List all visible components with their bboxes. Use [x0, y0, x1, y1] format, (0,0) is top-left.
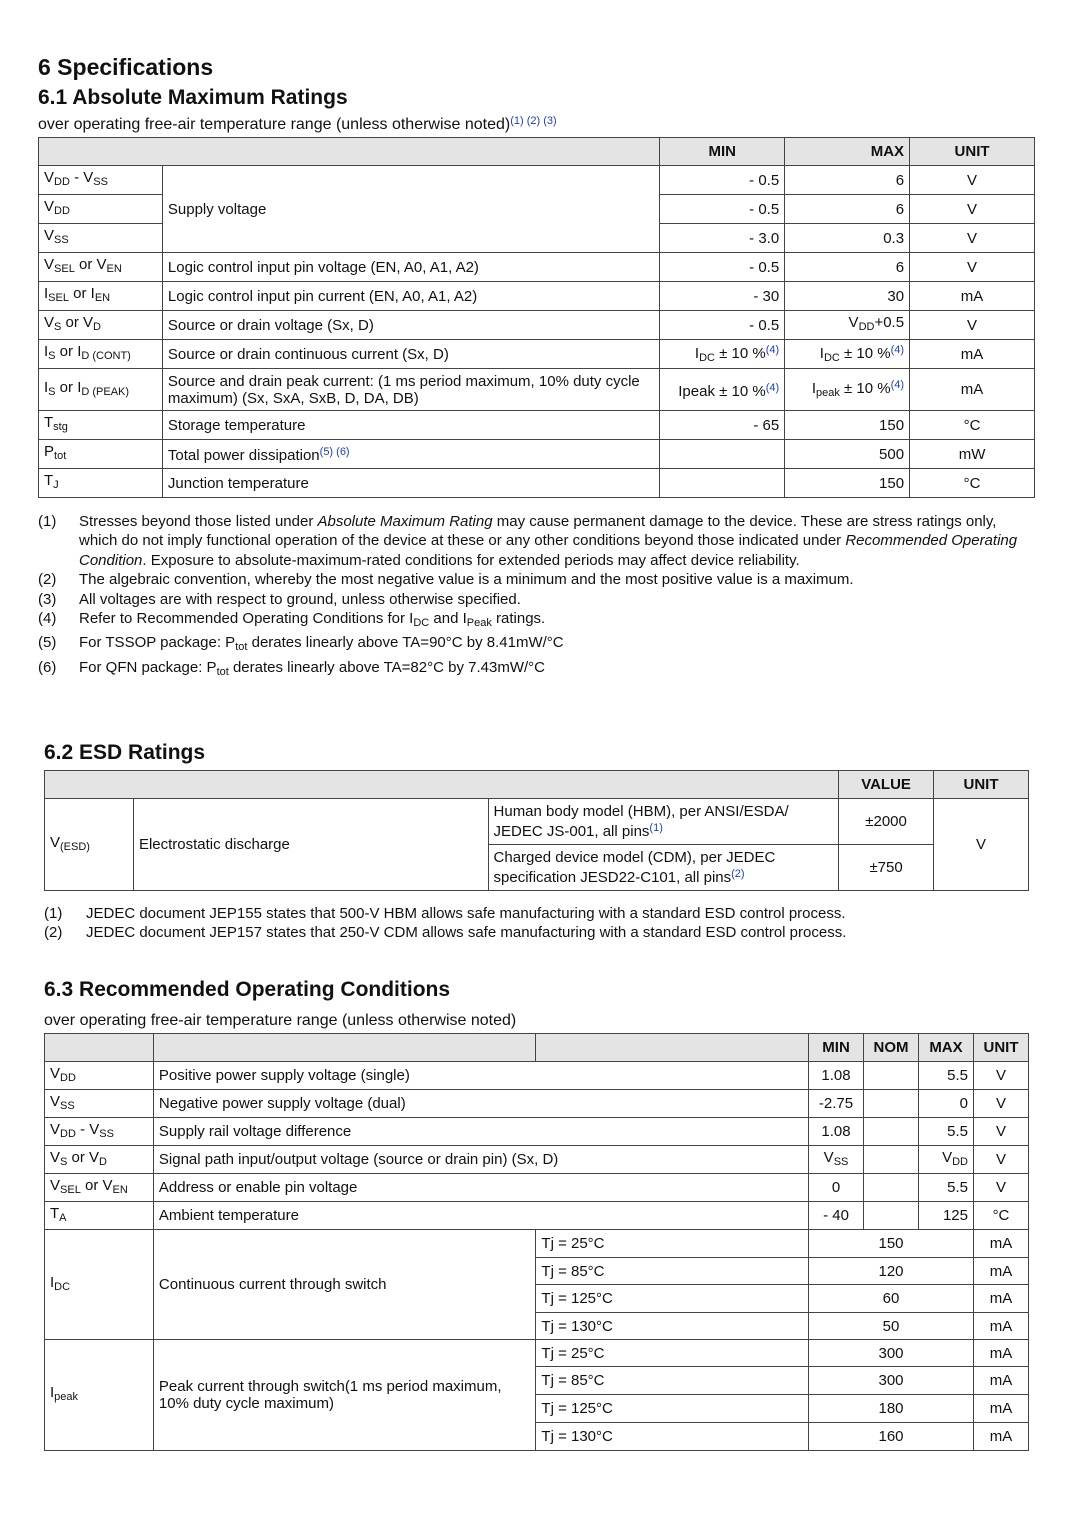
footnote: (5) For TSSOP package: $P_{tot}$ derates linearly above TA=90°C by 8.41mW/°C	[38, 633, 1028, 657]
unit: V	[910, 253, 1035, 282]
unit: V	[910, 224, 1035, 253]
parameter: Logic control input pin voltage (EN, A0, A1, A2)	[162, 253, 659, 282]
min-value: 0	[809, 1174, 864, 1202]
footnote-text: Refer to Recommended Operating Conditions for $I_{DC}$ and $I_{Peak}$ ratings.	[79, 610, 546, 630]
min-value: 1.08	[809, 1062, 864, 1090]
parameter: Total power dissipation$^{(5) (6)}$	[162, 440, 659, 469]
unit: mA	[910, 340, 1035, 369]
roc-header-nom: NOM	[864, 1034, 919, 1062]
unit: mA	[973, 1395, 1028, 1423]
esd-title: 6.2 ESD Ratings	[44, 741, 206, 764]
table-row	[39, 253, 1035, 282]
amr-condition-refs: (1) (2) (3)	[510, 115, 557, 127]
min-value: $V_{SS}$	[809, 1146, 864, 1174]
roc-header-min: MIN	[809, 1034, 864, 1062]
unit: V	[973, 1090, 1028, 1118]
footnote-text: All voltages are with respect to ground, unless otherwise specified.	[79, 590, 521, 608]
min-value: - 0.5	[660, 253, 785, 282]
max-value: $I_{peak} \pm 10$ %$^{(4)}$	[785, 369, 910, 411]
unit: V	[973, 1146, 1028, 1174]
table-row	[39, 311, 1035, 340]
symbol: $T_J$	[39, 469, 163, 498]
max-value: 5.5	[919, 1062, 974, 1090]
max-value: 125	[919, 1202, 974, 1230]
nom-value	[864, 1062, 919, 1090]
nom-value	[864, 1118, 919, 1146]
table-row	[45, 1090, 1029, 1118]
roc-header-blank	[153, 1034, 536, 1062]
amr-header-min: MIN	[660, 138, 785, 166]
roc-header-blank	[536, 1034, 809, 1062]
esd-table	[44, 770, 1029, 891]
roc-table	[44, 1033, 1029, 1451]
max-value: $V_{DD}$	[919, 1146, 974, 1174]
nom-value: 150	[809, 1230, 974, 1258]
min-value	[660, 469, 785, 498]
unit: V	[973, 1062, 1028, 1090]
table-row	[45, 1230, 1029, 1258]
condition: Charged device model (CDM), per JEDEC specification JESD22-C101, all pins$^{(2)}$	[488, 845, 839, 891]
symbol: $P_{tot}$	[39, 440, 163, 469]
unit: mW	[910, 440, 1035, 469]
min-value: - 30	[660, 282, 785, 311]
footnote-text: JEDEC document JEP155 states that 500-V HBM allows safe manufacturing with a standard ESD control process.	[86, 905, 846, 922]
symbol: $I_{SEL}$ or $I_{EN}$	[39, 282, 163, 311]
amr-header-blank	[39, 138, 660, 166]
table-row	[45, 799, 1029, 845]
max-value: 30	[785, 282, 910, 311]
unit: mA	[973, 1285, 1028, 1313]
amr-header-row	[39, 138, 1035, 166]
min-value: - 0.5	[660, 195, 785, 224]
parameter: Positive power supply voltage (single)	[153, 1062, 808, 1090]
condition: Tj = 130°C	[536, 1313, 809, 1340]
amr-condition: over operating free-air temperature range (unless otherwise noted)$^{(1) (2) (3)}$	[38, 115, 557, 133]
nom-value	[864, 1174, 919, 1202]
unit: mA	[973, 1367, 1028, 1395]
min-value: $I_{DC} \pm 10$ %$^{(4)}$	[660, 340, 785, 369]
amr-title: 6.1 Absolute Maximum Ratings	[38, 86, 348, 109]
footnote: (3) All voltages are with respect to ground, unless otherwise specified.	[38, 590, 521, 608]
unit: V	[910, 166, 1035, 195]
table-row	[45, 1118, 1029, 1146]
symbol: $I_{peak}$	[45, 1340, 154, 1451]
nom-value: 300	[809, 1367, 974, 1395]
min-value: - 40	[809, 1202, 864, 1230]
parameter: Peak current through switch(1 ms period maximum, 10% duty cycle maximum)	[153, 1340, 536, 1451]
nom-value	[864, 1090, 919, 1118]
parameter: Source and drain peak current: (1 ms period maximum, 10% duty cycle maximum) (Sx, SxA, SxB, D, DA, DB)	[162, 369, 659, 411]
parameter: Source or drain voltage (Sx, D)	[162, 311, 659, 340]
symbol: $V_{SS}$	[39, 224, 163, 253]
condition: Human body model (HBM), per ANSI/ESDA/ JEDEC JS-001, all pins$^{(1)}$	[488, 799, 839, 845]
unit: mA	[973, 1258, 1028, 1285]
unit: mA	[973, 1423, 1028, 1451]
symbol: $V_S$ or $V_D$	[39, 311, 163, 340]
table-row	[45, 1062, 1029, 1090]
parameter: Continuous current through switch	[153, 1230, 536, 1340]
unit: mA	[910, 369, 1035, 411]
value: ±2000	[839, 799, 934, 845]
footnote: (2) The algebraic convention, whereby the most negative value is a minimum and the most positive value is a maximum.	[38, 571, 854, 589]
condition: Tj = 85°C	[536, 1367, 809, 1395]
symbol: $V_{DD}$	[45, 1062, 154, 1090]
parameter: Source or drain continuous current (Sx, D)	[162, 340, 659, 369]
min-value: Ipeak ± 10 %$^{(4)}$	[660, 369, 785, 411]
min-value: -2.75	[809, 1090, 864, 1118]
value: ±750	[839, 845, 934, 891]
min-value: - 0.5	[660, 166, 785, 195]
unit: mA	[973, 1340, 1028, 1367]
max-value: 0.3	[785, 224, 910, 253]
footnote-text: For QFN package: $P_{tot}$ derates linearly above TA=82°C by 7.43mW/°C	[79, 658, 545, 678]
nom-value: 50	[809, 1313, 974, 1340]
parameter: Supply rail voltage difference	[153, 1118, 808, 1146]
parameter: Address or enable pin voltage	[153, 1174, 808, 1202]
symbol: $V_{(ESD)}$	[45, 799, 134, 891]
roc-title: 6.3 Recommended Operating Conditions	[44, 978, 451, 1001]
symbol: $I_S$ or $I_{D (CONT)}$	[39, 340, 163, 369]
nom-value: 180	[809, 1395, 974, 1423]
parameter: Ambient temperature	[153, 1202, 808, 1230]
unit: V	[910, 311, 1035, 340]
condition: Tj = 25°C	[536, 1230, 809, 1258]
roc-header-max: MAX	[919, 1034, 974, 1062]
footnote-text: The algebraic convention, whereby the most negative value is a minimum and the most positive value is a maximum.	[79, 571, 854, 589]
condition: Tj = 125°C	[536, 1395, 809, 1423]
parameter: Supply voltage	[162, 166, 659, 253]
footnote: (1) JEDEC document JEP155 states that 500-V HBM allows safe manufacturing with a standard ESD control process.	[44, 905, 846, 922]
symbol: $I_S$ or $I_{D (PEAK)}$	[39, 369, 163, 411]
unit: °C	[910, 469, 1035, 498]
nom-value: 300	[809, 1340, 974, 1367]
table-row	[39, 411, 1035, 440]
amr-header-unit: UNIT	[910, 138, 1035, 166]
parameter: Logic control input pin current (EN, A0, A1, A2)	[162, 282, 659, 311]
esd-header-row	[45, 771, 1029, 799]
parameter: Electrostatic discharge	[133, 799, 488, 891]
condition: Tj = 25°C	[536, 1340, 809, 1367]
min-value: - 0.5	[660, 311, 785, 340]
esd-header-unit: UNIT	[934, 771, 1029, 799]
section-heading: 6 Specifications	[38, 54, 214, 80]
amr-header-max: MAX	[785, 138, 910, 166]
nom-value	[864, 1202, 919, 1230]
symbol: $V_{DD} - V_{SS}$	[39, 166, 163, 195]
symbol: $V_{DD}$	[39, 195, 163, 224]
roc-header-blank	[45, 1034, 154, 1062]
unit: V	[973, 1118, 1028, 1146]
footnote-text: For TSSOP package: $P_{tot}$ derates linearly above TA=90°C by 8.41mW/°C	[79, 634, 564, 654]
unit: V	[934, 799, 1029, 891]
amr-notes	[38, 512, 1028, 682]
symbol: $T_{stg}$	[39, 411, 163, 440]
max-value: 6	[785, 253, 910, 282]
table-row	[45, 1146, 1029, 1174]
roc-header-row	[45, 1034, 1029, 1062]
esd-header-blank	[45, 771, 839, 799]
table-row	[39, 369, 1035, 411]
symbol: $V_{SS}$	[45, 1090, 154, 1118]
symbol: $V_{SEL}$ or $V_{EN}$	[45, 1174, 154, 1202]
footnote: (1) Stresses beyond those listed under Absolute Maximum Rating may cause permanent damage to the device. These are stress ratings only, which do not imply functional operation of the device at these or any other conditions beyond those indicated under Recommended Operating Condition. Exposure to absolute-maximum-rated conditions for extended periods may affect device reliability.	[38, 512, 1028, 570]
max-value: 0	[919, 1090, 974, 1118]
symbol: $T_A$	[45, 1202, 154, 1230]
unit: mA	[973, 1230, 1028, 1258]
footnote-text: Stresses beyond those listed under Absolute Maximum Rating may cause permanent damage to the device. These are stress ratings only, which do not imply functional operation of the device at these or any other conditions beyond those indicated under Recommended Operating Condition. Exposure to absolute-maximum-rated conditions for extended periods may affect device reliability.	[79, 513, 1018, 569]
amr-table	[38, 137, 1035, 498]
roc-header-unit: UNIT	[973, 1034, 1028, 1062]
nom-value: 60	[809, 1285, 974, 1313]
table-row	[39, 166, 1035, 195]
table-row	[39, 469, 1035, 498]
max-value: 500	[785, 440, 910, 469]
max-value: 5.5	[919, 1174, 974, 1202]
unit: V	[973, 1174, 1028, 1202]
footnote: (2) JEDEC document JEP157 states that 250-V CDM allows safe manufacturing with a standard ESD control process.	[44, 924, 847, 942]
symbol: $V_{DD} - V_{SS}$	[45, 1118, 154, 1146]
max-value: 5.5	[919, 1118, 974, 1146]
esd-notes	[44, 904, 1034, 943]
table-row	[45, 1174, 1029, 1202]
min-value: - 3.0	[660, 224, 785, 253]
symbol: $V_S$ or $V_D$	[45, 1146, 154, 1174]
unit: V	[910, 195, 1035, 224]
nom-value: 160	[809, 1423, 974, 1451]
parameter: Junction temperature	[162, 469, 659, 498]
roc-condition: over operating free-air temperature range (unless otherwise noted)	[44, 1012, 517, 1029]
table-row	[39, 282, 1035, 311]
table-row	[39, 440, 1035, 469]
max-value: 150	[785, 411, 910, 440]
condition: Tj = 85°C	[536, 1258, 809, 1285]
footnote-text: JEDEC document JEP157 states that 250-V CDM allows safe manufacturing with a standard ESD control process.	[86, 924, 847, 942]
max-value: 6	[785, 166, 910, 195]
condition: Tj = 130°C	[536, 1423, 809, 1451]
parameter: Storage temperature	[162, 411, 659, 440]
unit: mA	[910, 282, 1035, 311]
condition: Tj = 125°C	[536, 1285, 809, 1313]
symbol: $I_{DC}$	[45, 1230, 154, 1340]
footnote: (4) Refer to Recommended Operating Conditions for $I_{DC}$ and $I_{Peak}$ ratings.	[38, 609, 1028, 633]
table-row	[39, 340, 1035, 369]
unit: °C	[973, 1202, 1028, 1230]
min-value: 1.08	[809, 1118, 864, 1146]
footnote: (6) For QFN package: $P_{tot}$ derates linearly above TA=82°C by 7.43mW/°C	[38, 658, 1028, 682]
esd-header-value: VALUE	[839, 771, 934, 799]
max-value: $I_{DC} \pm 10$ %$^{(4)}$	[785, 340, 910, 369]
table-row	[45, 1340, 1029, 1367]
unit: °C	[910, 411, 1035, 440]
max-value: 150	[785, 469, 910, 498]
parameter: Signal path input/output voltage (source or drain pin) (Sx, D)	[153, 1146, 808, 1174]
min-value	[660, 440, 785, 469]
unit: mA	[973, 1313, 1028, 1340]
parameter: Negative power supply voltage (dual)	[153, 1090, 808, 1118]
nom-value: 120	[809, 1258, 974, 1285]
symbol: $V_{SEL}$ or $V_{EN}$	[39, 253, 163, 282]
max-value: 6	[785, 195, 910, 224]
max-value: $V_{DD}+0.5$	[785, 311, 910, 340]
table-row	[45, 1202, 1029, 1230]
min-value: - 65	[660, 411, 785, 440]
nom-value	[864, 1146, 919, 1174]
